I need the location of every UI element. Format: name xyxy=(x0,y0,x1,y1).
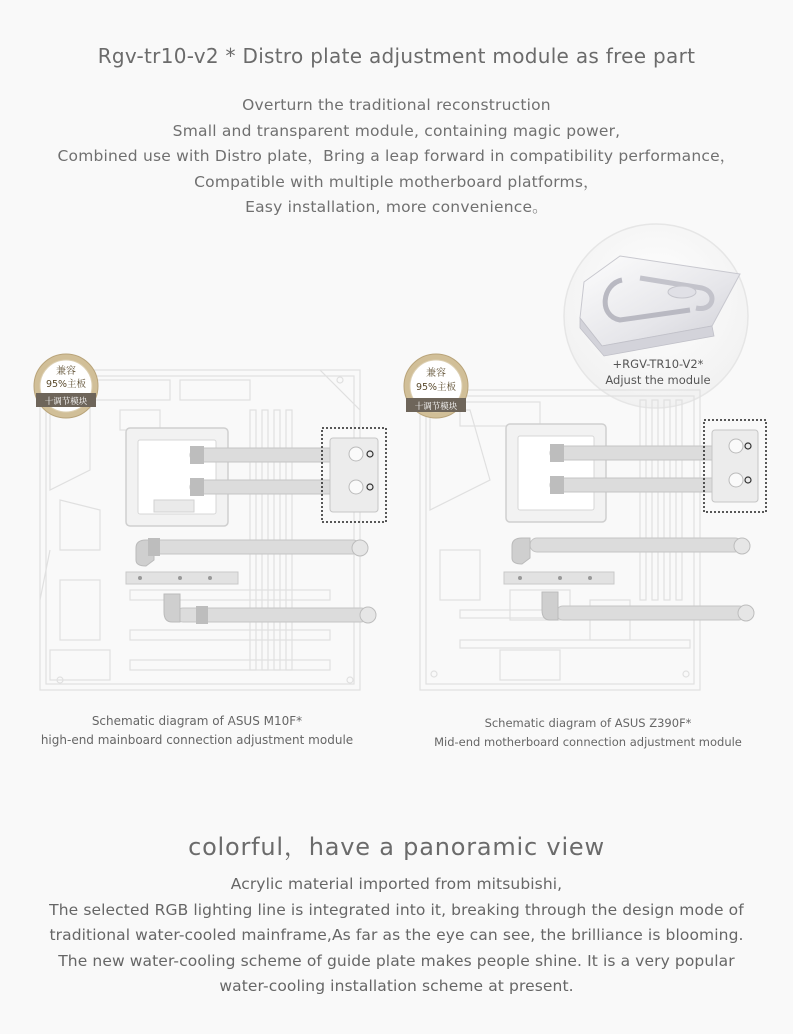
intro-text xyxy=(0,93,793,221)
badge-line3: 十调节模块 xyxy=(44,397,88,407)
module-subtitle: Adjust the module xyxy=(605,373,711,387)
intro-line: Small and transparent module, containing magic power, xyxy=(172,121,621,140)
desc-line: traditional water-cooled mainframe,As far as the eye can see, the brilliance is blooming. xyxy=(49,926,744,944)
desc-line: The selected RGB lighting line is integrated into it, breaking through the design mode of xyxy=(49,900,744,919)
adjust-module-highlight xyxy=(322,428,386,522)
caption-title: Schematic diagram of ASUS M10F* xyxy=(91,714,303,728)
intro-line: Compatible with multiple motherboard platforms， xyxy=(194,172,599,191)
asus-z390f-diagram xyxy=(400,350,770,700)
diagram-caption-right xyxy=(420,714,756,752)
section2-text xyxy=(0,872,793,1000)
cpu-block xyxy=(126,428,228,526)
compatibility-badge xyxy=(34,354,98,418)
caption-title: Schematic diagram of ASUS Z390F* xyxy=(484,716,692,730)
caption-subtitle: high-end mainboard connection adjustment module xyxy=(40,733,354,747)
badge-line2: 95%主板 xyxy=(415,382,457,393)
caption-subtitle: Mid-end motherboard connection adjustment module xyxy=(434,735,742,749)
module-name: +RGV-TR10-V2* xyxy=(612,357,704,371)
desc-line: water-cooling installation scheme at present. xyxy=(219,977,574,995)
page-heading: Rgv-tr10-v2 * Distro plate adjustment module as free part xyxy=(97,44,696,68)
motherboard-outline xyxy=(40,370,360,690)
badge-line2: 95%主板 xyxy=(45,379,87,390)
compatibility-badge xyxy=(404,354,468,418)
intro-line: Overturn the traditional reconstruction xyxy=(242,96,551,114)
badge-line3: 十调节模块 xyxy=(414,402,458,412)
badge-line1: 兼容 xyxy=(56,366,76,377)
intro-line: Combined use with Distro plate，Bring a leap forward in compatibility performance， xyxy=(57,147,736,165)
diagram-caption-left xyxy=(30,712,364,750)
section2-heading: colorful，have a panoramic view xyxy=(188,833,605,861)
asus-m10f-diagram xyxy=(30,350,390,700)
intro-line: Easy installation, more convenience。 xyxy=(245,198,548,216)
adjust-module-highlight xyxy=(704,420,766,512)
badge-line1: 兼容 xyxy=(426,368,446,379)
desc-line: The new water-cooling scheme of guide plate makes people shine. It is a very popular xyxy=(58,951,735,970)
cpu-block xyxy=(506,424,606,522)
desc-line: Acrylic material imported from mitsubishi, xyxy=(230,875,563,893)
